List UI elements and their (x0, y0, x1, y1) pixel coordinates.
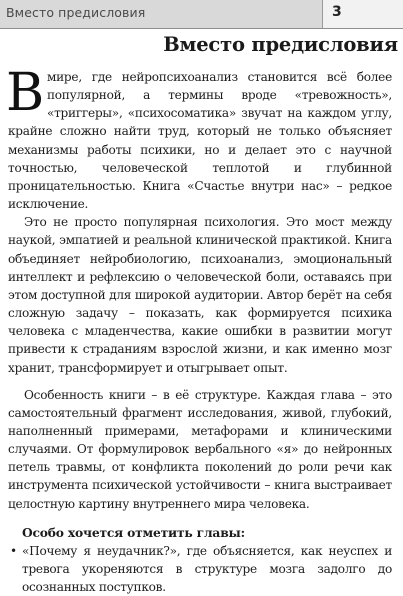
paragraph-structure: Особенность книги – в её структуре. Каждая глава – это самостоятельный фрагмент исследования, живой, глубокий, наполненный примерами, метафорами и клиническими случаями. От формулировок вербального «я» до нейронных петель травмы, от конфликта поколений до роли речи как инструмента психической устойчивости – книга выстраивает целостную картину внутреннего мира человека. (8, 387, 392, 511)
page-number: 3 (332, 4, 342, 20)
list-item (8, 542, 392, 596)
drop-cap: В (6, 63, 44, 123)
section-spacer (8, 513, 392, 524)
paragraph-intro-text: мире, где нейропсихоанализ становится всё более популярной, а термины вроде «тревожность», «триггеры», «психосоматика» звучат на каждом углу, крайне сложно найти труд, который не только объясняет механизмы работы психики, но и делает это с научной точностью, человеческой теплотой и глубинной проницательностью. Книга «Счастье внутри нас» – редкое исключение. (8, 70, 392, 212)
bullet-icon: • (10, 543, 17, 558)
running-header (0, 0, 403, 29)
running-header-title: Вместо предисловия (6, 5, 146, 20)
chapter-list (8, 542, 392, 596)
page-title: Вместо предисловия (163, 33, 398, 56)
paragraph-spacer (8, 377, 392, 386)
page-number-badge (322, 0, 403, 28)
body-text (6, 63, 392, 596)
paragraph-intro (6, 63, 392, 213)
highlight-heading: Особо хочется отметить главы: (22, 524, 246, 540)
paragraph-bridge: Это не просто популярная психология. Это мост между наукой, эмпатией и реальной клинической практикой. Книга объединяет нейробиологию, психоанализ, эмоциональный интеллект и рефлексию о человеческой боли, оставаясь при этом доступной для широкой аудитории. Автор берёт на себя сложную задачу – показать, как формируется психика человека с младенчества, какие ошибки в развитии могут привести к страданиям взрослой жизни, и как именно мозг хранит, трансформирует и отыгрывает опыт. (8, 215, 392, 375)
list-item-text: «Почему я неудачник?», где объясняется, как неуспех и тревога укореняются в структуре мозга задолго до осознанных поступков. (22, 543, 392, 595)
